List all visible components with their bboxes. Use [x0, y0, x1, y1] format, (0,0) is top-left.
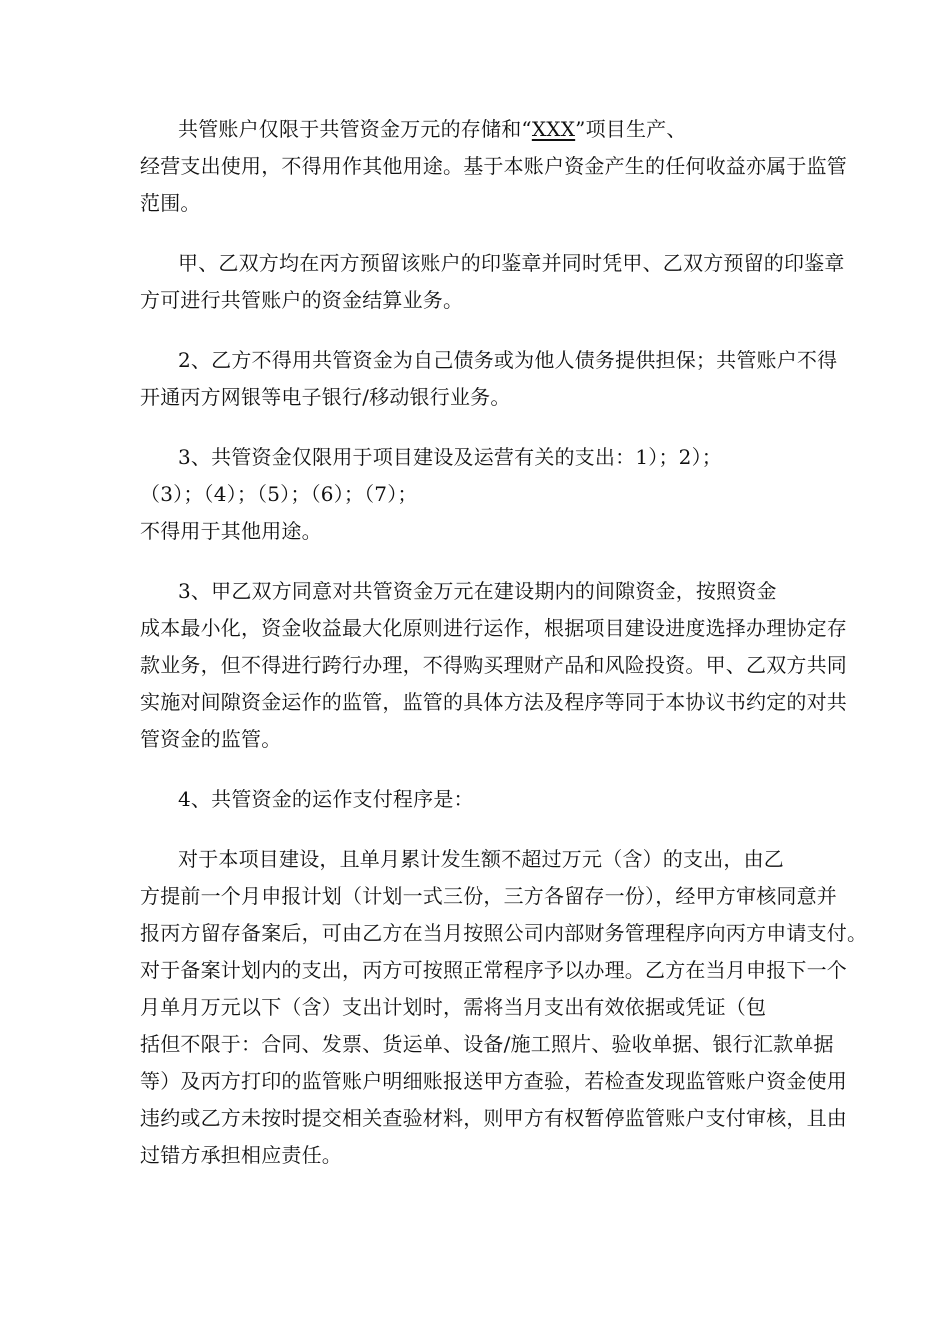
paragraph-4-line-3: 不得用于其他用途。: [140, 519, 322, 543]
paragraph-2-line-2: 方可进行共管账户的资金结算业务。: [140, 288, 464, 312]
paragraph-7-line-3: 报丙方留存备案后，可由乙方在当月按照公司内部财务管理程序向丙方申请支付。: [140, 921, 868, 945]
paragraph-5-line-5: 管资金的监管。: [140, 727, 282, 751]
paragraph-6-line-1: 4、共管资金的运作支付程序是：: [178, 787, 474, 811]
paragraph-7-line-7: 等）及丙方打印的监管账户明细账报送甲方查验，若检查发现监管账户资金使用: [140, 1069, 847, 1093]
paragraph-7-line-5: 月单月万元以下（含）支出计划时，需将当月支出有效依据或凭证（包: [140, 995, 767, 1019]
paragraph-2-line-1: 甲、乙双方均在丙方预留该账户的印鉴章并同时凭甲、乙双方预留的印鉴章: [178, 251, 845, 275]
paragraph-4-line-1: 3、共管资金仅限用于项目建设及运营有关的支出：1）；2）；: [178, 445, 722, 469]
text-segment: 共管账户仅限于共管资金万元的存储和“: [178, 117, 532, 141]
paragraph-5-line-3: 款业务，但不得进行跨行办理，不得购买理财产品和风险投资。甲、乙双方共同: [140, 653, 847, 677]
paragraph-4-line-2: （3）；（4）；（5）；（6）；（7）；: [140, 482, 418, 506]
paragraph-5-line-1: 3、甲乙双方同意对共管资金万元在建设期内的间隙资金，按照资金: [178, 579, 777, 603]
paragraph-7-line-8: 违约或乙方未按时提交相关查验材料，则甲方有权暂停监管账户支付审核，且由: [140, 1106, 847, 1130]
paragraph-1-line-3: 范围。: [140, 191, 201, 215]
paragraph-7-line-6: 括但不限于：合同、发票、货运单、设备/施工照片、验收单据、银行汇款单据: [140, 1032, 834, 1056]
text-segment: ”项目生产、: [575, 117, 687, 141]
paragraph-7-line-9: 过错方承担相应责任。: [140, 1143, 342, 1167]
paragraph-1-line-1: [178, 115, 687, 143]
paragraph-3-line-2: 开通丙方网银等电子银行/移动银行业务。: [140, 385, 511, 409]
paragraph-7-line-1: 对于本项目建设，且单月累计发生额不超过万元（含）的支出，由乙: [178, 847, 784, 871]
paragraph-1-line-2: 经营支出使用，不得用作其他用途。基于本账户资金产生的任何收益亦属于监管: [140, 154, 847, 178]
paragraph-7-line-4: 对于备案计划内的支出，丙方可按照正常程序予以办理。乙方在当月申报下一个: [140, 958, 847, 982]
paragraph-3-line-1: 2、乙方不得用共管资金为自己债务或为他人债务提供担保；共管账户不得: [178, 348, 838, 372]
paragraph-7-line-2: 方提前一个月申报计划（计划一式三份，三方各留存一份），经甲方审核同意并: [140, 884, 837, 908]
project-name-placeholder: XXX: [531, 117, 576, 141]
paragraph-5-line-4: 实施对间隙资金运作的监管，监管的具体方法及程序等同于本协议书约定的对共: [140, 690, 847, 714]
paragraph-5-line-2: 成本最小化，资金收益最大化原则进行运作，根据项目建设进度选择办理协定存: [140, 616, 847, 640]
